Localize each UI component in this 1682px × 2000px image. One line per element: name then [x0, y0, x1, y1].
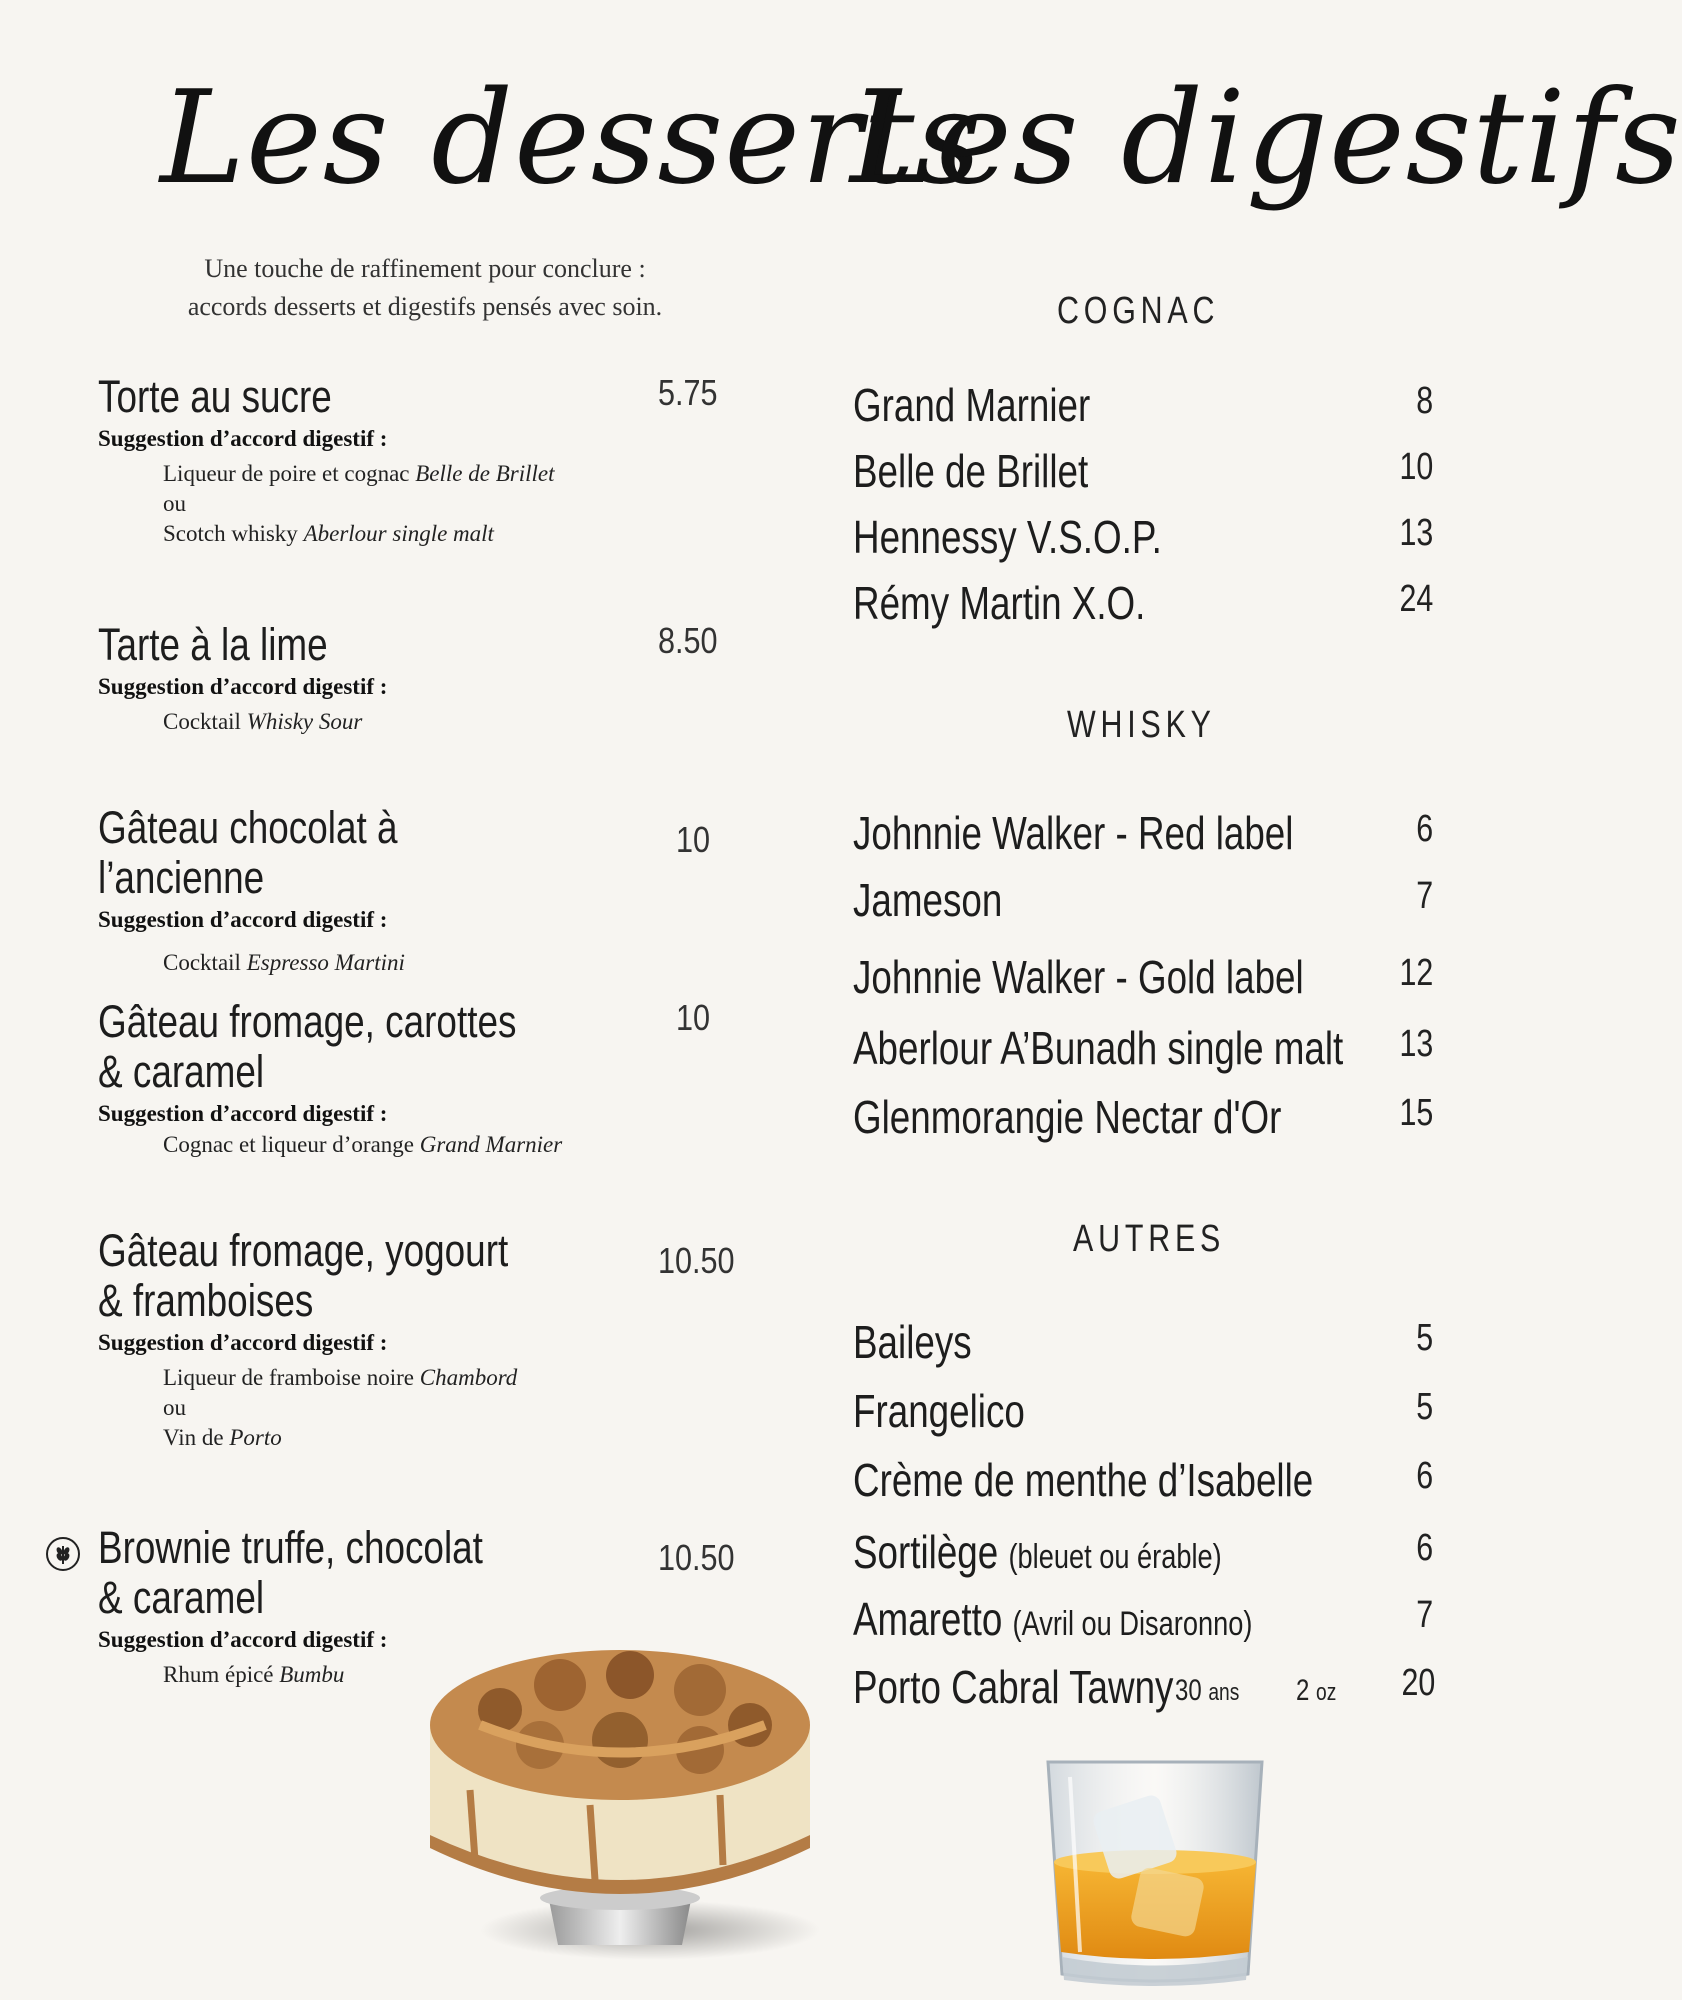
suggestion-brand: Whisky Sour [246, 709, 363, 734]
drink-price: 10 [1399, 446, 1433, 488]
section-title-cognac: COGNAC [1057, 290, 1220, 332]
drink-price: 6 [1416, 808, 1433, 850]
dessert-item-gateau-carottes [98, 997, 738, 1161]
drink-name: Belle de Brillet [853, 445, 1089, 497]
drink-item [853, 1525, 1433, 1585]
suggestion-or: ou [163, 491, 186, 516]
drink-name: Jameson [853, 874, 1003, 926]
drink-name [853, 1592, 1252, 1646]
suggestion-lines [163, 1129, 738, 1161]
dessert-name: Torte au sucre [98, 371, 332, 422]
drink-note: (bleuet ou érable) [1008, 1538, 1222, 1576]
dessert-price: 8.50 [658, 620, 718, 661]
drink-name-text: Amaretto [853, 1593, 1003, 1645]
drink-price: 7 [1416, 1594, 1433, 1636]
drink-item [853, 1592, 1433, 1652]
drink-price: 13 [1399, 1023, 1433, 1065]
drink-item [853, 806, 1433, 866]
suggestion-text: Rhum épicé [163, 1662, 280, 1687]
dessert-price: 10.50 [658, 1240, 735, 1281]
suggestion-brand: Bumbu [279, 1662, 345, 1687]
suggestion-text: Vin de [163, 1425, 230, 1450]
suggestion-label: Suggestion d’accord digestif : [98, 1330, 388, 1355]
drink-name: Aberlour A’Bunadh single malt [853, 1022, 1344, 1074]
drink-name-text: Sortilège [853, 1526, 999, 1578]
digestifs-title: Les digestifs [850, 64, 1682, 213]
drink-name: Rémy Martin X.O. [853, 577, 1146, 629]
dessert-price: 10 [676, 819, 711, 860]
suggestion-label: Suggestion d’accord digestif : [98, 1627, 388, 1652]
drink-price: 8 [1416, 380, 1433, 422]
drink-age [1175, 1674, 1239, 1708]
suggestion-lines [163, 1362, 738, 1454]
drink-item [853, 1315, 1433, 1375]
drink-item [853, 1021, 1433, 1081]
drink-item [853, 1660, 1433, 1720]
drink-price: 6 [1416, 1527, 1433, 1569]
dessert-price: 10 [676, 997, 711, 1038]
suggestion-or: ou [163, 1395, 186, 1420]
suggestion-text: Cognac et liqueur d’orange [163, 1132, 420, 1157]
drink-item [853, 378, 1433, 438]
dessert-name: Gâteau fromage, carottes & caramel [98, 996, 517, 1097]
dessert-name: Tarte à la lime [98, 619, 328, 670]
desserts-title: Les desserts [160, 64, 983, 213]
cheesecake-illustration [420, 1630, 820, 1970]
dessert-name: Brownie truffe, chocolat & caramel [98, 1522, 483, 1623]
intro-line-1: Une touche de raffinement pour conclure : [204, 254, 646, 283]
drink-price: 5 [1416, 1386, 1433, 1428]
suggestion-text: Cocktail [163, 709, 247, 734]
drink-name [853, 1525, 1222, 1579]
drink-size [1296, 1674, 1336, 1708]
suggestion-label: Suggestion d’accord digestif : [98, 1101, 388, 1126]
drink-price: 7 [1416, 875, 1433, 917]
dessert-item-gateau-chocolat [98, 803, 738, 979]
gluten-free-icon [46, 1537, 80, 1571]
dessert-price: 5.75 [658, 372, 718, 413]
drink-price: 15 [1399, 1092, 1433, 1134]
suggestion-label: Suggestion d’accord digestif : [98, 907, 388, 932]
suggestion-brand: Belle de Brillet [415, 461, 555, 486]
drink-name: Porto Cabral Tawny [853, 1661, 1174, 1713]
suggestion-lines [163, 947, 738, 979]
drink-name: Crème de menthe d’Isabelle [853, 1454, 1314, 1506]
drink-price: 12 [1399, 952, 1433, 994]
dessert-item-gateau-framboises [98, 1226, 738, 1454]
intro-line-2: accords desserts et digestifs pensés avec soin. [187, 292, 663, 321]
drink-price: 20 [1401, 1662, 1435, 1704]
drink-item [853, 873, 1433, 933]
suggestion-brand: Porto [229, 1425, 282, 1450]
drink-price: 13 [1399, 512, 1433, 554]
drink-price: 6 [1416, 1455, 1433, 1497]
whisky-glass-illustration [1040, 1752, 1270, 1992]
suggestion-text: Liqueur de framboise noire [163, 1365, 420, 1390]
dessert-name: Gâteau fromage, yogourt & framboises [98, 1225, 509, 1326]
suggestion-brand: Espresso Martini [246, 950, 405, 975]
drink-age-value: 30 [1175, 1674, 1202, 1707]
dessert-price: 10.50 [658, 1537, 735, 1578]
drink-name: Johnnie Walker - Gold label [853, 951, 1304, 1003]
suggestion-brand: Grand Marnier [419, 1132, 563, 1157]
intro-text [110, 250, 740, 326]
suggestion-label: Suggestion d’accord digestif : [98, 426, 388, 451]
suggestion-label: Suggestion d’accord digestif : [98, 674, 388, 699]
suggestion-brand: Aberlour single malt [303, 521, 494, 546]
drink-name: Frangelico [853, 1385, 1025, 1437]
section-title-autres: AUTRES [1073, 1218, 1226, 1260]
drink-item [853, 950, 1433, 1010]
drink-price: 24 [1399, 578, 1433, 620]
drink-age-unit: ans [1208, 1679, 1240, 1706]
drink-size-unit: oz [1316, 1679, 1337, 1706]
suggestion-lines [163, 706, 738, 738]
drink-size-value: 2 [1296, 1674, 1310, 1707]
suggestion-text: Liqueur de poire et cognac [163, 461, 416, 486]
dessert-item-tarte [98, 620, 738, 738]
drink-item [853, 1384, 1433, 1444]
suggestion-lines [163, 458, 738, 550]
suggestion-text: Cocktail [163, 950, 247, 975]
suggestion-text: Scotch whisky [163, 521, 304, 546]
drink-item [853, 510, 1433, 570]
drink-name: Hennessy V.S.O.P. [853, 511, 1162, 563]
drink-item [853, 1090, 1433, 1150]
suggestion-brand: Chambord [419, 1365, 518, 1390]
drink-name: Johnnie Walker - Red label [853, 807, 1294, 859]
drink-name: Grand Marnier [853, 379, 1091, 431]
section-title-whisky: WHISKY [1067, 704, 1216, 746]
drink-name: Glenmorangie Nectar d'Or [853, 1091, 1282, 1143]
drink-item [853, 576, 1433, 636]
drink-note: (Avril ou Disaronno) [1012, 1605, 1253, 1643]
drink-name: Baileys [853, 1316, 972, 1368]
dessert-name: Gâteau chocolat à l’ancienne [98, 802, 398, 903]
drink-item [853, 444, 1433, 504]
drink-item [853, 1453, 1433, 1513]
drink-price: 5 [1416, 1317, 1433, 1359]
dessert-item-torte [98, 372, 738, 550]
